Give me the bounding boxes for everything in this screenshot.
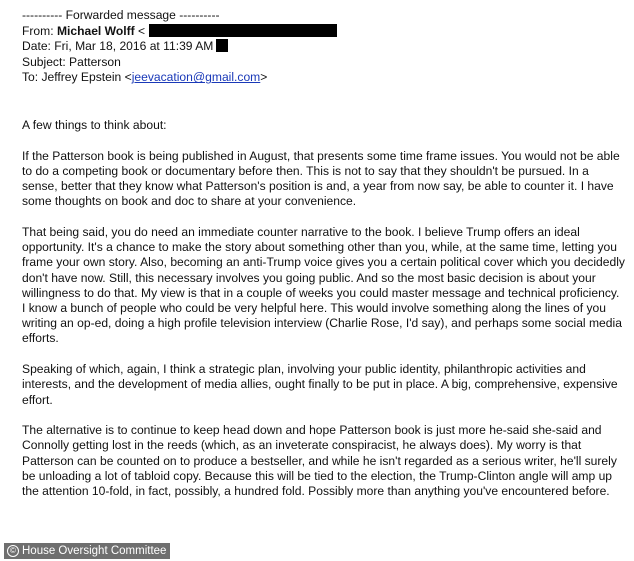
body-paragraph: That being said, you do need an immediate counter narrative to the book. I believe Trump offers an ideal opportunity. It's a chance to make the story about something other than you, while, at the same time, letting you frame your own story. Also, becoming an anti-Trump voice gives you a certain political cover which you decidedly don't have now. Still, this necessary involves you going public. And so the most basic decision is about your willingness to do that. My view is that in a couple of weeks you could master message and technical proficiency. I know a bunch of people who could be very helpful here. This would involve something along the lines of you writing an op-ed, doing a high profile television interview (Charlie Rose, I'd say), and perhaps some social media efforts.: [22, 224, 625, 346]
date-text: Date: Fri, Mar 18, 2016 at 11:39 AM: [22, 39, 214, 54]
to-suffix: >: [260, 70, 268, 85]
copyright-icon: ©: [7, 545, 19, 557]
email-document: [22, 8, 626, 515]
from-line: [22, 24, 626, 40]
forwarded-line: ---------- Forwarded message ----------: [22, 8, 220, 22]
header-body-gap: [22, 86, 626, 118]
date-line: [22, 39, 626, 55]
from-name: Michael Wolff: [56, 23, 135, 38]
redaction-bar: [149, 24, 337, 37]
body-paragraph: The alternative is to continue to keep head down and hope Patterson book is just more he-said she-said and Connolly getting lost in the reeds (which, as an inveterate conspiracist, he always does). My worry is that Patterson can be counted on to produce a bestseller, and while he isn't regarded as a serious writer, he'll surely be unloading a lot of tabloid copy. Because this will be tied to the election, the Trump-Clinton angle will amp up the attention 10-fold, in fact, possibly, a hundred fold. Possibly more than anything you've encountered before.: [22, 423, 617, 499]
from-separator: <: [134, 23, 146, 38]
email-header: [22, 8, 626, 86]
body-paragraph: Speaking of which, again, I think a strategic plan, involving your public identity, philanthropic activities and interests, and the development of media allies, ought finally to be put in place. A big, comprehensive, expensive effort.: [22, 362, 618, 407]
subject-line: Subject: Patterson: [22, 54, 121, 69]
email-body: [22, 118, 626, 499]
to-line: [22, 70, 626, 86]
source-watermark: [4, 543, 170, 559]
watermark-text: House Oversight Committee: [22, 545, 167, 557]
from-label: From:: [22, 23, 57, 38]
redaction-bar: [216, 39, 228, 52]
body-paragraph: If the Patterson book is being published in August, that presents some time frame issues. You would not be able to do a competing book or documentary before then. This is not to say that they shouldn't be pursued. In a sense, better that they know what Patterson's position is and, a year from now say, be able to counter it. I have some thoughts on book and doc to share at your convenience.: [22, 148, 620, 209]
intro-paragraph: A few things to think about:: [22, 117, 167, 132]
to-prefix: To: Jeffrey Epstein <: [22, 70, 132, 85]
recipient-email-link[interactable]: jeevacation@gmail.com: [131, 70, 261, 85]
